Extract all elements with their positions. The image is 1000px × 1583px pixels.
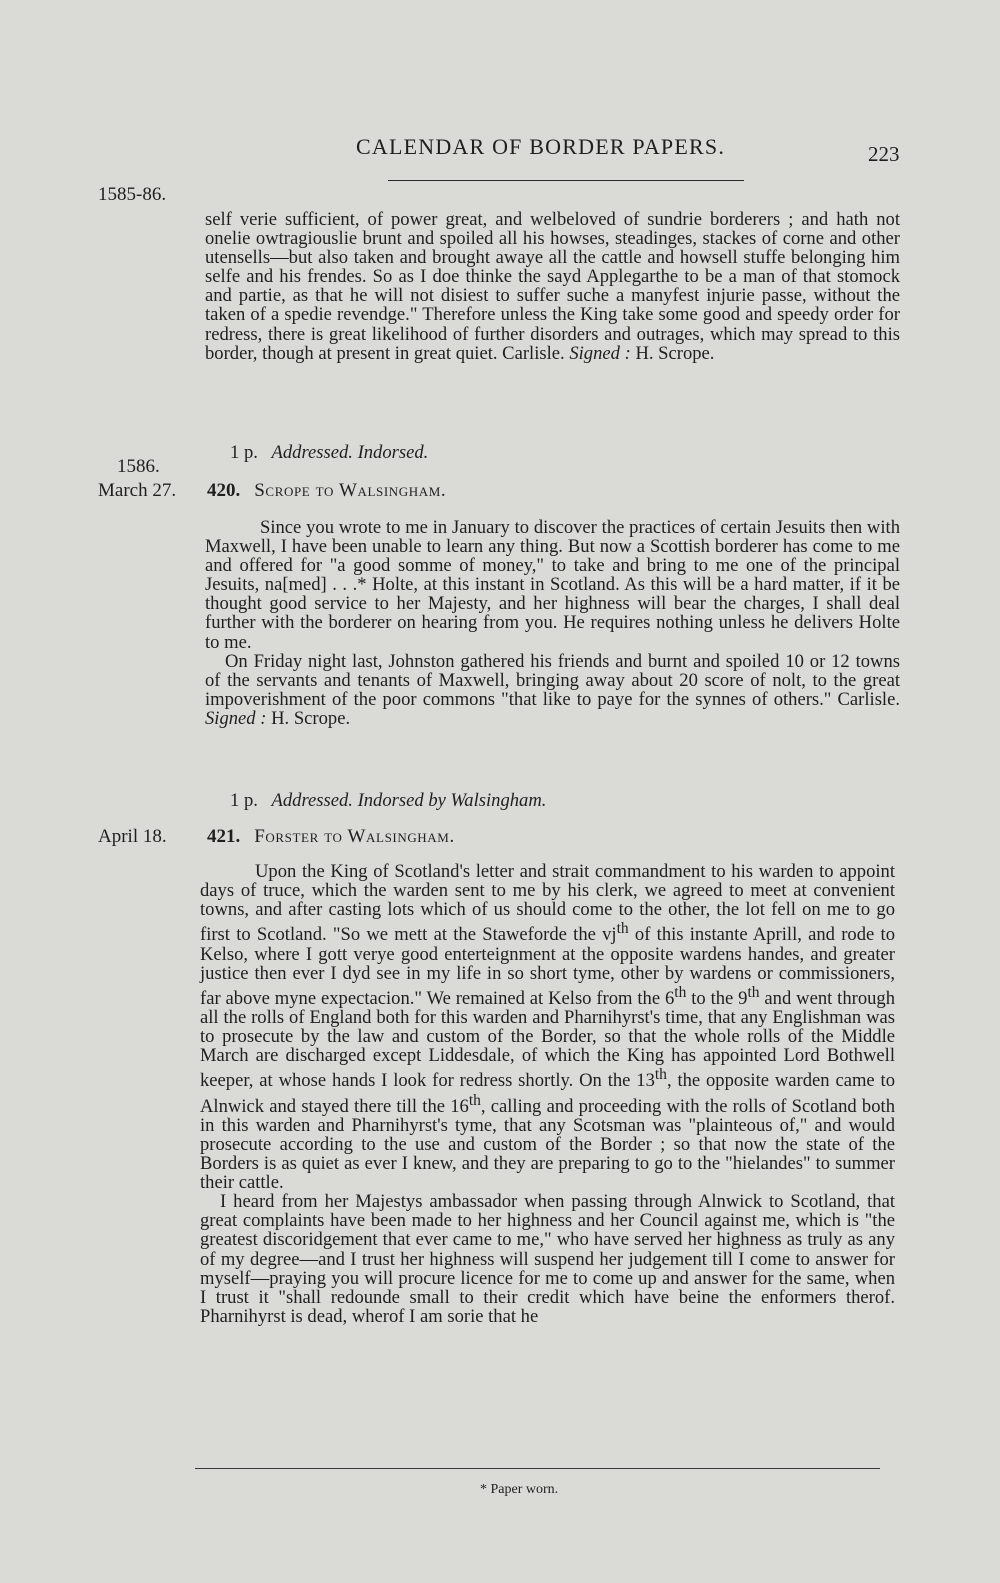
entry-body <box>205 518 900 728</box>
continuation-text <box>205 210 900 363</box>
entry-body <box>200 862 895 1326</box>
footnote: * Paper worn. <box>480 1482 559 1497</box>
entry-heading <box>207 480 446 502</box>
header-rule <box>388 180 744 181</box>
continuation-description: 1 p. Addressed. Indorsed. <box>230 442 429 463</box>
entry-title: Forster to Walsingham. <box>254 826 455 847</box>
margin-date: March 27. <box>98 480 177 501</box>
continuation-body: self verie sufficient, of power great, and welbeloved of sundrie borderers ; and hath not onelie owtragiouslie brunt and spoiled all his howses, steadinges, stackes of corne and other utensells—but also taken and brought awaye all the cattle and howsell stuffe belonging him selfe and his frendes. So as I doe thinke the sayd Applegarthe to be a man of that stomock and partie, as that he will not disiest to suffer suche a manyfest injurie passe, without the taken of a spedie revendge." Therefore unless the King take some good and speedy order for redress, there is great likelihood of further disorders and outrages, which may spread to this border, though at present in great quiet. Carlisle. <box>205 209 900 364</box>
entry-number: 420. <box>207 480 241 501</box>
paragraph: Upon the King of Scotland's letter and strait commandment to his warden to appoint days of truce, which the warden sent to me by his clerk, we agreed to meet at convenient towns, and after casting lots which of us should come to the other, the lot fell on me to go first to Scotland. "So we mett at the Staweforde the $vj^{th}$ of this instante Aprill, and rode to Kelso, where I gott verye good enterteignment at the opposite wardens handes, and greater justice then ever I dyd see in my life in so short tyme, other by wardens or commissioners, far above myne expectacion." We remained at Kelso from the 6th to the 9th and went through all the rolls of England both for this warden and Pharnihyrst's time, that any Englishman was to prosecute by the law and custom of the Border, so that the whole rolls of the Middle March are discharged except Liddesdale, of which the King has appointed Lord Bothwell keeper, at whose hands I look for redress shortly. On the 13th, the opposite warden came to Alnwick and stayed there till the 16th, calling and proceeding with the rolls of Scotland both in this warden and Pharnihyrst's tyme, that any Scotsman was "plainteous of," and would prosecute according to the use and custom of the Border ; so that now the state of the Borders is as quiet as ever I knew, and they are preparing to go to the "hielandes" to summer their cattle. <box>200 861 896 1194</box>
entry-heading <box>207 826 455 848</box>
entry-description: 1 p. Addressed. Indorsed by Walsingham. <box>230 790 547 811</box>
running-head: CALENDAR OF BORDER PAPERS. <box>356 134 726 159</box>
paragraph: On Friday night last, Johnston gathered his friends and burnt and spoiled 10 or 12 towns of the servants and tenants of Maxwell, bringing away about 20 score of nolt, to the great impoverishment of the poor commons "that like to paye for the synnes of others." Carlisle. Signed : H. Scrope. <box>205 650 900 729</box>
entry-title: Scrope to Walsingham. <box>254 480 447 501</box>
entry-number: 421. <box>207 826 241 847</box>
margin-year: 1586. <box>117 456 160 477</box>
margin-year: 1585-86. <box>98 184 167 205</box>
paragraph: I heard from her Majestys ambassador when passing through Alnwick to Scotland, that great complaints have been made to her highness and her Council against me, which is "the greatest discoridgement that ever came to me," who have served her highness as truly as any of my degree—and I trust her highness will suspend her judgement till I come to answer for myself—praying you will procure licence for me to come up and answer for the same, when I trust it "shall redounde small to their credit which have beine the enformers therof. Pharnihyrst is dead, wherof I am sorie that he <box>200 1191 895 1327</box>
signed-name: H. Scrope. <box>271 707 351 729</box>
signed-label: Signed : <box>205 707 267 729</box>
footnote-rule <box>195 1468 880 1469</box>
paragraph: Since you wrote to me in January to discover the practices of certain Jesuits then with Maxwell, I have been unable to learn any thing. But now a Scottish borderer has come to me and offered for "a good somme of money," to take and bring to me one of the principal Jesuits, na[med] . . .* Holte, at this instant in Scotland. As this will be a hard matter, if it be thought good service to her Majesty, and her highness will bear the charges, I shall deal further with the borderer on hearing from you. He requires nothing unless he delivers Holte to me. <box>205 517 900 653</box>
signed-label: Signed : <box>569 342 631 364</box>
margin-date: April 18. <box>98 826 167 847</box>
signed-name: H. Scrope. <box>635 342 715 364</box>
page-number: 223 <box>868 142 900 166</box>
